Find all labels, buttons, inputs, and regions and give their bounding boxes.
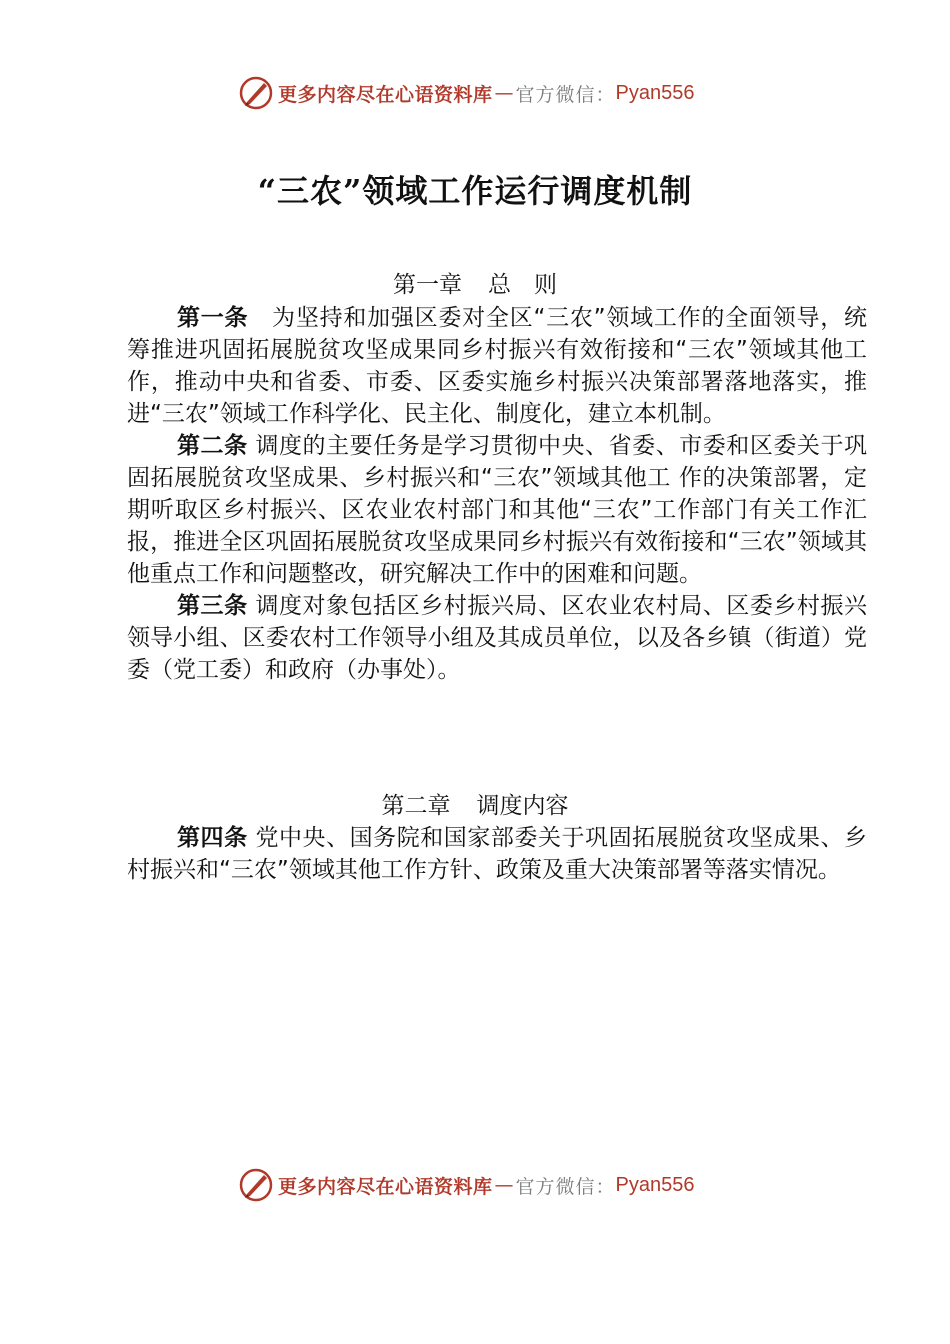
chapter-1-heading [0,266,950,299]
pen-logo-icon [238,1167,274,1203]
chapter-2-heading [0,787,950,820]
watermark-wechat-id: Pyan556 [615,1173,695,1196]
article-4-label: 第四条 [177,825,248,851]
article-1-label: 第一条 [177,305,249,331]
article-4-text: 党中央、国务院和国家部委关于巩固拓展脱贫攻坚成果、乡村振兴和“三农”领域其他工作方针、政策及重大决策部署等落实情况。 [127,825,868,883]
watermark-wechat-label: 官方微信： [515,83,616,106]
pen-logo-icon [238,75,274,111]
document-title: “三农”领域工作运行调度机制 [257,172,693,210]
article-1 [127,302,867,430]
chapter-2-name: 调度内容 [476,793,569,819]
article-3 [127,590,867,686]
chapter-1-body [127,302,867,686]
watermark-footer [238,1165,695,1205]
article-4 [127,822,867,886]
chapter-2-number: 第二章 [381,793,451,819]
chapter-1-number: 第一章 [393,272,462,298]
article-3-text: 调度对象包括区乡村振兴局、区农业农村局、区委乡村振兴领导小组、区委农村工作领导小组及其成员单位，以及各乡镇（街道）党委（党工委）和政府（办事处）。 [127,593,868,683]
chapter-2-body [127,822,867,886]
watermark-dash: — [494,82,514,104]
chapter-1-name: 总 则 [488,272,557,298]
article-2 [127,430,867,590]
article-2-label: 第二条 [177,433,248,459]
watermark-dash: — [494,1174,514,1196]
watermark-text: 更多内容尽在心语资料库 [278,83,493,106]
article-1-text: 为坚持和加强区委对全区“三农”领域工作的全面领导，统筹推进巩固拓展脱贫攻坚成果同乡村振兴有效衔接和“三农”领域其他工作，推动中央和省委、市委、区委实施乡村振兴决策部署落地落实，推进“三农”领域工作科学化、民主化、制度化，建立本机制。 [127,305,867,427]
article-2-text: 调度的主要任务是学习贯彻中央、省委、市委和区委关于巩固拓展脱贫攻坚成果、乡村振兴和“三农”领域其他工 作的决策部署，定期听取区乡村振兴、区农业农村部门和其他“三农”工作部门有关工作汇报，推进全区巩固拓展脱贫攻坚成果同乡村振兴有效衔接和“三农”领域其他重点工作和问题整改，研究解决工作中的困难和问题。 [127,433,868,587]
watermark-text: 更多内容尽在心语资料库 [278,1175,493,1198]
watermark-header [238,73,695,113]
article-3-label: 第三条 [177,593,248,619]
watermark-wechat-id: Pyan556 [615,81,695,104]
watermark-wechat-label: 官方微信： [515,1175,616,1198]
